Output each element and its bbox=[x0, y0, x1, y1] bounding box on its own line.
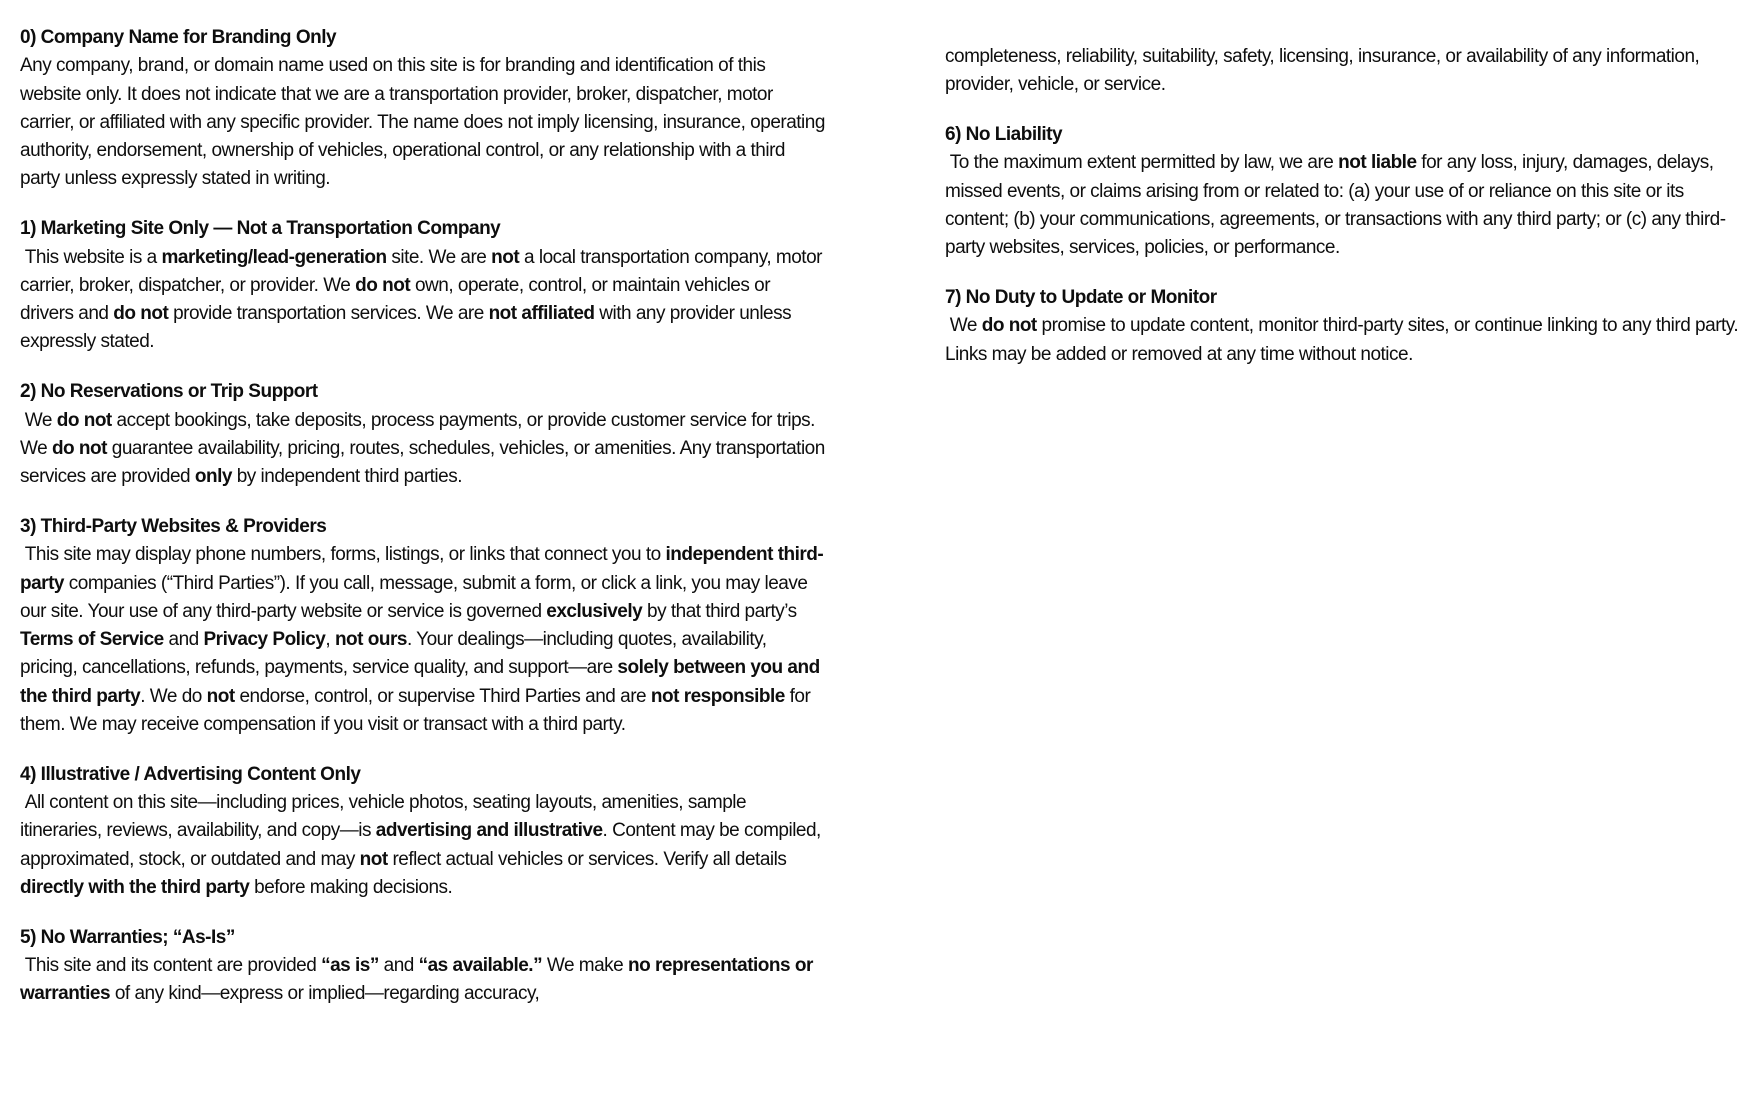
disclaimer-section bbox=[20, 761, 825, 902]
section-heading: 5) No Warranties; “As-Is” bbox=[20, 926, 235, 948]
section-body bbox=[20, 52, 830, 193]
bold-text-segment: directly with the third party bbox=[20, 877, 250, 899]
text-segment: by that third party’s bbox=[642, 600, 802, 622]
bold-text-segment: do not bbox=[355, 274, 411, 296]
text-segment: To the maximum extent permitted by law, we are bbox=[945, 152, 1339, 174]
text-segment: This website is a bbox=[20, 246, 162, 268]
section-body bbox=[20, 541, 825, 739]
disclaimer-section bbox=[945, 121, 1750, 262]
section-body bbox=[20, 244, 825, 357]
section-body bbox=[20, 952, 825, 1009]
bold-text-segment: exclusively bbox=[546, 600, 643, 622]
bold-text-segment: advertising and illustrative bbox=[375, 820, 603, 842]
text-segment: , bbox=[325, 629, 335, 651]
text-segment: site. We are bbox=[386, 246, 492, 268]
section-heading: 1) Marketing Site Only — Not a Transportation Company bbox=[20, 218, 501, 240]
text-segment: promise to update content, monitor third-party sites, or continue linking to any third party. Links may be added or removed at any time without notice. bbox=[945, 315, 1743, 365]
text-segment: with any provider unless expressly stated. bbox=[20, 303, 796, 353]
text-segment: guarantee availability, pricing, routes, schedules, vehicles, or amenities. Any transportation services are provided bbox=[20, 437, 830, 488]
bold-text-segment: not bbox=[359, 848, 388, 870]
text-segment: accept bookings, take deposits, process payments, or provide customer service for trips. We bbox=[20, 409, 820, 459]
text-segment: for them. We may receive compensation if you visit or transact with a third party. bbox=[20, 685, 816, 736]
bold-text-segment: Terms of Service bbox=[20, 629, 164, 651]
text-segment: and bbox=[378, 955, 419, 977]
text-segment: for any loss, injury, damages, delays, missed events, or claims arising from or related to: (a) your use of or reliance on this site or its content; (b) your communications, agreements, or transactions with any third party; or (c) any third-party websites, services, policies, or performance. bbox=[945, 152, 1726, 259]
disclaimer-section bbox=[20, 378, 830, 491]
text-segment: . Content may be compiled, approximated, stock, or outdated and may bbox=[20, 820, 826, 870]
disclaimer-section bbox=[20, 215, 825, 356]
text-segment: a local transportation company, motor carrier, broker, dispatcher, or provider. We bbox=[20, 246, 827, 296]
text-segment: reflect actual vehicles or services. Verify all details bbox=[387, 848, 792, 870]
section-heading: 0) Company Name for Branding Only bbox=[20, 27, 337, 48]
text-segment: We bbox=[945, 315, 982, 337]
bold-text-segment: not liable bbox=[1338, 152, 1417, 174]
bold-text-segment: independent third-party bbox=[20, 544, 824, 594]
bold-text-segment: do not bbox=[51, 437, 107, 459]
text-segment: before making decisions. bbox=[249, 877, 453, 899]
bold-text-segment: do not bbox=[981, 315, 1037, 337]
text-segment: We make bbox=[542, 955, 629, 977]
section-heading: 2) No Reservations or Trip Support bbox=[20, 381, 318, 403]
text-segment: and bbox=[163, 629, 204, 651]
bold-text-segment: not bbox=[491, 246, 520, 268]
text-segment: Any company, brand, or domain name used on this site is for branding and identification of this website only. It does not indicate that we are a transportation provider, broker, dispatcher, motor carrier, or affiliated with any specific provider. The name does not imply licensing, insurance, operating authority, endorsement, ownership of vehicles, operational control, or any relationship with a third party unless expressly stated in writing. bbox=[20, 55, 830, 190]
bold-text-segment: not affiliated bbox=[488, 303, 595, 325]
section-heading: 6) No Liability bbox=[945, 124, 1063, 146]
bold-text-segment: solely between you and the third party bbox=[20, 657, 825, 707]
column-right bbox=[945, 43, 1750, 369]
section-heading: 7) No Duty to Update or Monitor bbox=[945, 287, 1217, 309]
section-body bbox=[945, 43, 1750, 100]
text-segment: completeness, reliability, suitability, safety, licensing, insurance, or availability of any information, provider, vehicle, or service. bbox=[945, 46, 1705, 96]
bold-text-segment: only bbox=[194, 466, 232, 488]
continuation-paragraph bbox=[945, 43, 1750, 100]
section-body bbox=[945, 149, 1750, 262]
text-segment: of any kind—express or implied—regarding accuracy, bbox=[110, 983, 540, 1005]
disclaimer-section bbox=[20, 513, 825, 739]
disclaimer-section bbox=[20, 24, 830, 194]
bold-text-segment: do not bbox=[56, 409, 112, 431]
text-segment: . Your dealings—including quotes, availability, pricing, cancellations, refunds, payments, service quality, and support—are bbox=[20, 629, 772, 679]
bold-text-segment: no representations or warranties bbox=[20, 955, 818, 1005]
text-segment: endorse, control, or supervise Third Parties and are bbox=[234, 685, 651, 707]
text-segment: . We do bbox=[140, 685, 207, 707]
text-segment: All content on this site—including prices, vehicle photos, seating layouts, amenities, sample itineraries, reviews, availability, and copy—is bbox=[20, 792, 751, 842]
text-segment: by independent third parties. bbox=[231, 466, 462, 488]
bold-text-segment: “as is” bbox=[321, 955, 379, 977]
bold-text-segment: not responsible bbox=[650, 685, 785, 707]
bold-text-segment: marketing/lead-generation bbox=[161, 246, 387, 268]
bold-text-segment: Privacy Policy bbox=[203, 629, 326, 651]
disclaimer-section bbox=[945, 284, 1750, 369]
bold-text-segment: not ours bbox=[334, 629, 407, 651]
bold-text-segment: not bbox=[206, 685, 235, 707]
section-heading: 3) Third-Party Websites & Providers bbox=[20, 515, 327, 537]
text-segment: companies (“Third Parties”). If you call, message, submit a form, or click a link, you may leave our site. Your use of any third-party website or service is governed bbox=[20, 572, 813, 622]
bold-text-segment: do not bbox=[113, 303, 169, 325]
text-segment: provide transportation services. We are bbox=[168, 303, 489, 325]
column-left bbox=[20, 24, 830, 1009]
section-heading: 4) Illustrative / Advertising Content Only bbox=[20, 763, 361, 785]
bold-text-segment: “as available.” bbox=[418, 955, 543, 977]
text-segment: own, operate, control, or maintain vehicles or drivers and bbox=[20, 274, 775, 325]
disclaimer-section bbox=[20, 924, 825, 1009]
section-body bbox=[20, 407, 830, 492]
text-segment: This site and its content are provided bbox=[20, 955, 322, 977]
section-body bbox=[945, 312, 1750, 369]
text-segment: This site may display phone numbers, forms, listings, or links that connect you to bbox=[20, 544, 666, 566]
text-segment: We bbox=[20, 409, 57, 431]
section-body bbox=[20, 789, 825, 902]
